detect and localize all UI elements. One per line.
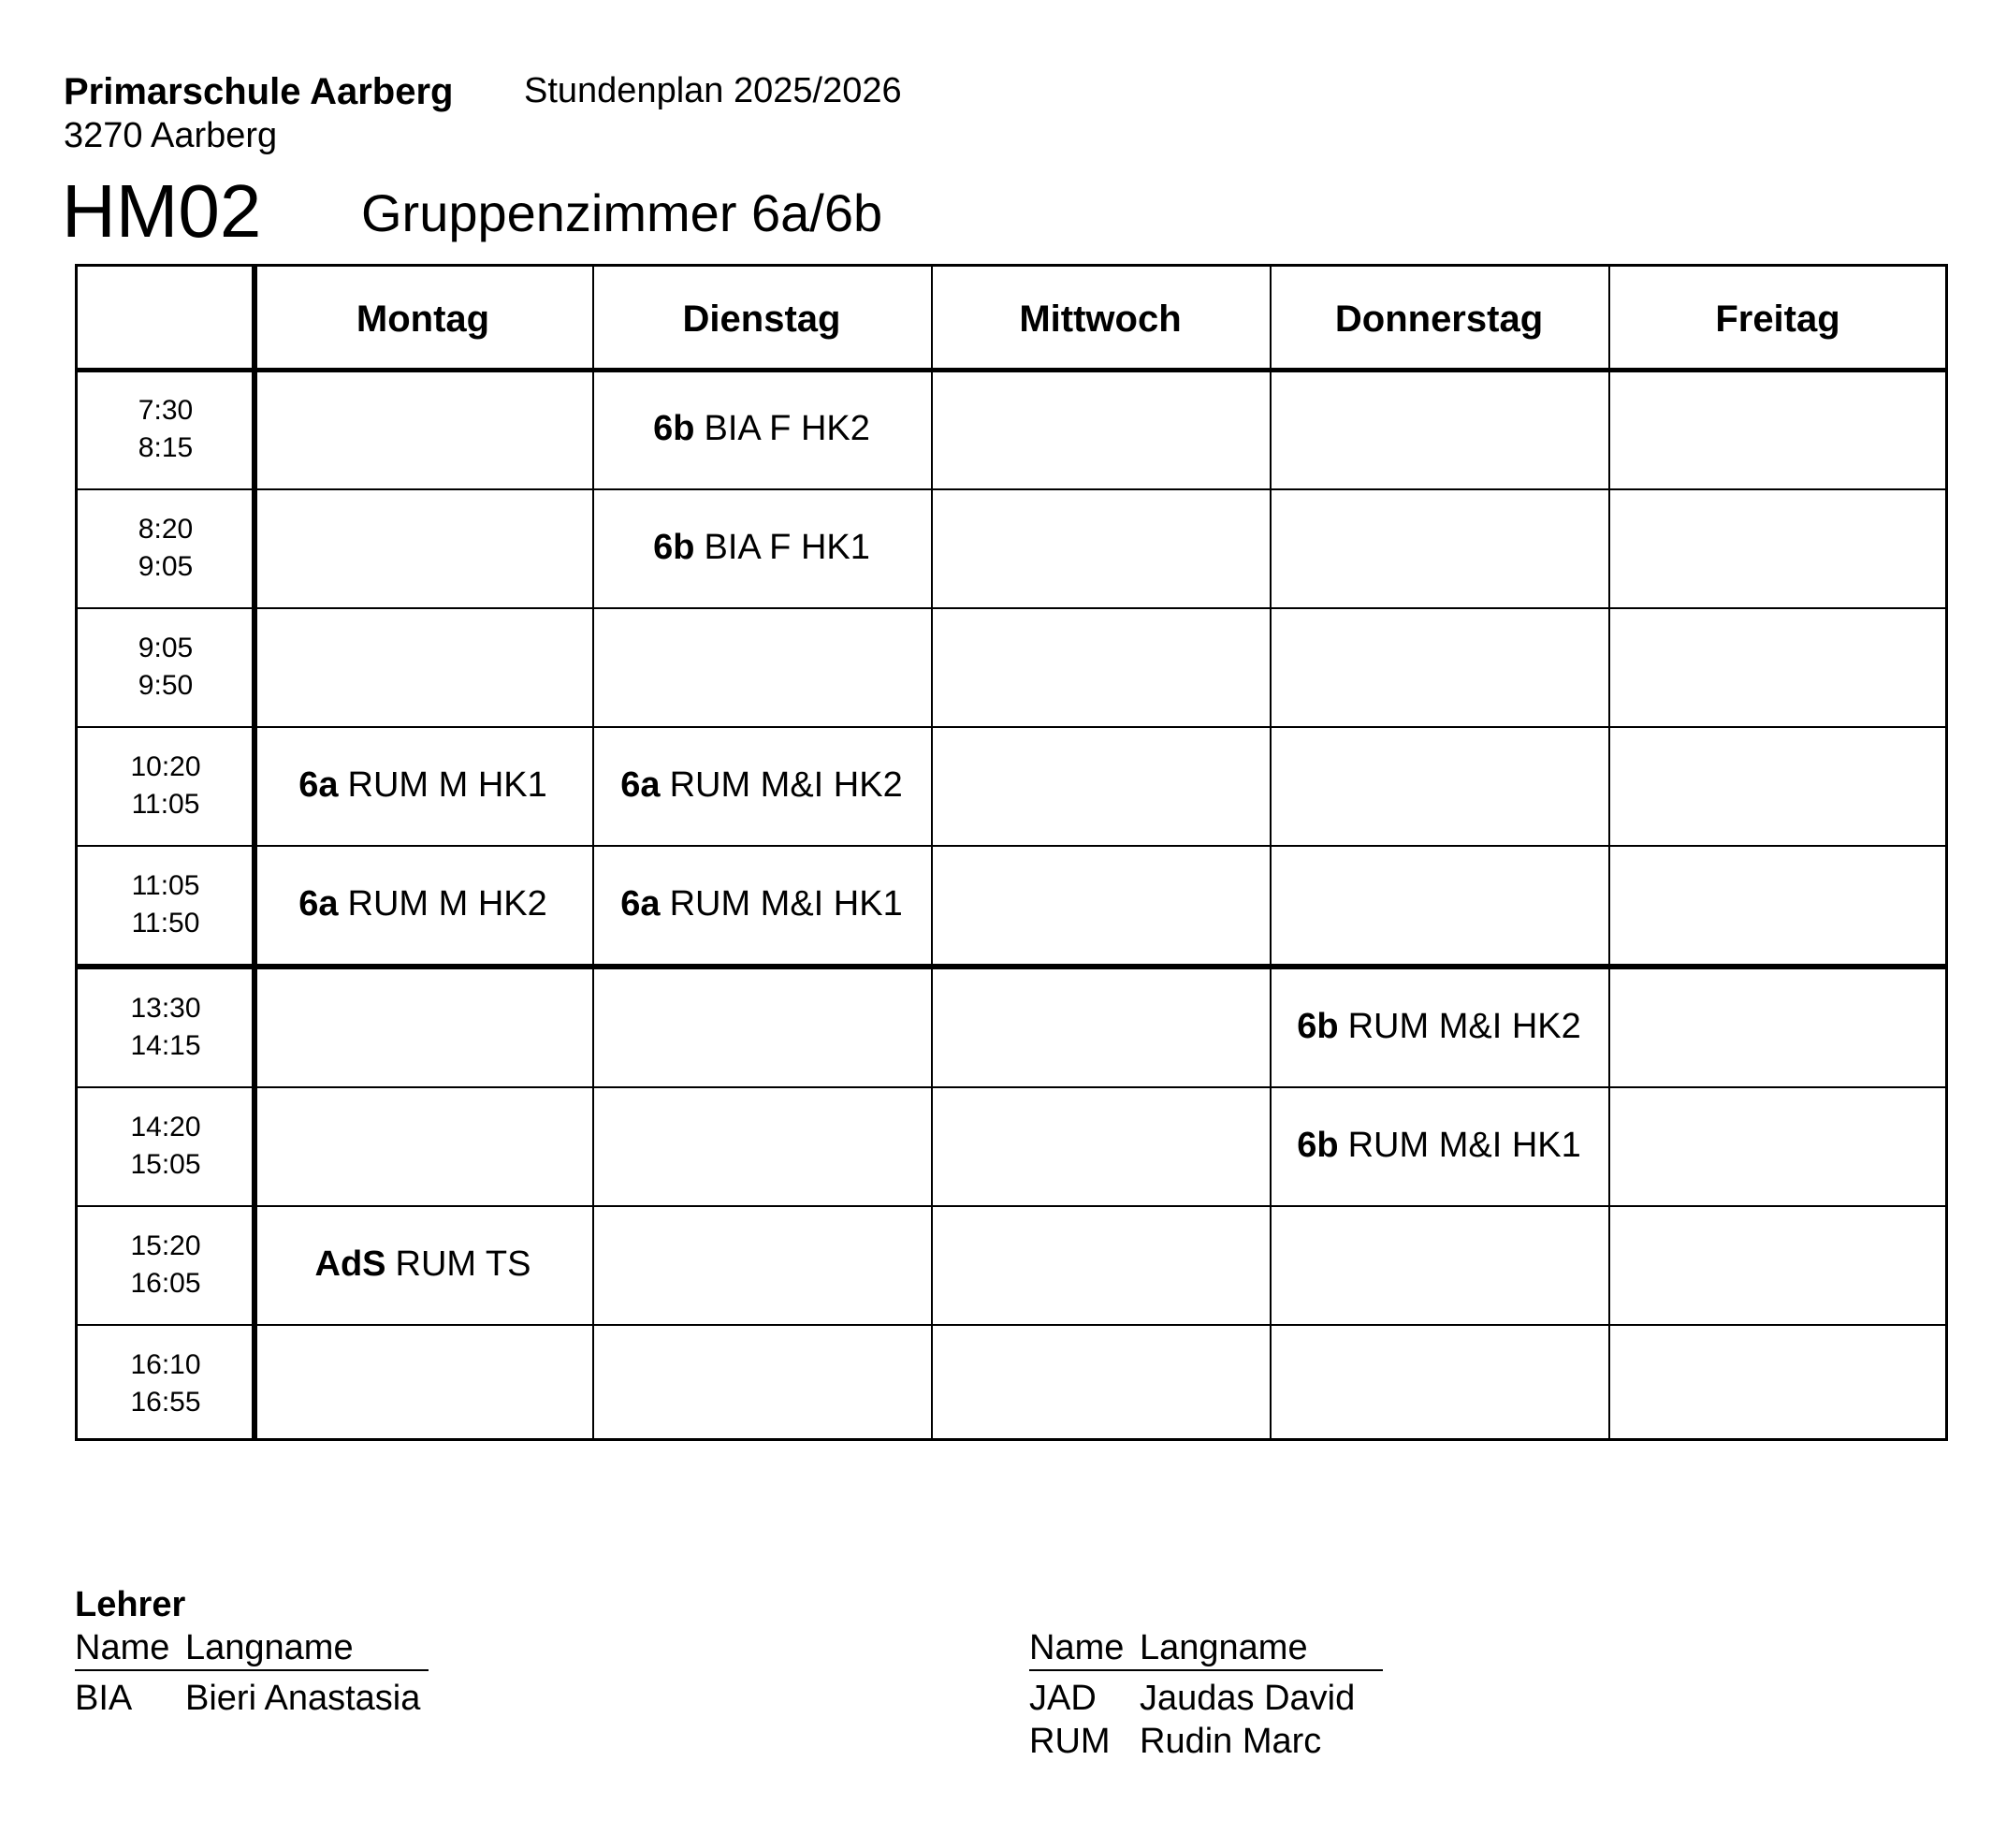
header-name: Name (75, 1628, 170, 1667)
lesson-cell (1270, 1088, 1608, 1203)
lesson-detail: RUM M HK1 (347, 765, 547, 805)
lesson-detail: RUM M&I HK1 (669, 884, 903, 924)
school-address: 3270 Aarberg (64, 116, 278, 155)
time-start: 15:20 (130, 1230, 201, 1261)
teacher-code: BIA (75, 1679, 133, 1718)
school-name: Primarschule Aarberg (64, 71, 454, 112)
time-end: 11:50 (131, 907, 200, 939)
grid-line-horizontal (78, 488, 1945, 490)
lesson-class: 6b (1297, 1126, 1339, 1165)
time-slot (78, 490, 254, 605)
lesson-class: 6b (1297, 1007, 1339, 1046)
time-slot (78, 1207, 254, 1322)
lesson-detail: RUM M&I HK2 (669, 765, 903, 805)
teacher-row (1029, 1679, 1422, 1720)
time-end: 15:05 (130, 1148, 201, 1180)
lesson-class: AdS (314, 1244, 386, 1284)
time-slot (78, 1088, 254, 1203)
lesson-cell (592, 490, 931, 605)
lesson-class: 6a (620, 884, 661, 924)
header-longname: Langname (185, 1628, 354, 1667)
time-slot (78, 847, 254, 962)
time-end: 16:05 (130, 1267, 201, 1299)
lesson-class: 6a (298, 765, 339, 805)
grid-line-horizontal (78, 607, 1945, 609)
lesson-cell (592, 728, 931, 843)
time-start: 9:05 (138, 632, 194, 663)
lesson-cell (592, 371, 931, 487)
teachers-title: Lehrer (75, 1585, 186, 1624)
time-slot (78, 1326, 254, 1441)
teacher-table-header (1029, 1628, 1383, 1671)
time-end: 11:05 (131, 788, 200, 820)
time-slot (78, 728, 254, 843)
plan-title: Stundenplan 2025/2026 (524, 71, 902, 110)
time-start: 8:20 (138, 513, 194, 545)
time-slot (78, 969, 254, 1084)
time-end: 8:15 (138, 431, 194, 463)
teacher-code: RUM (1029, 1722, 1111, 1761)
teacher-row (75, 1679, 468, 1720)
time-start: 13:30 (130, 992, 201, 1024)
lesson-detail: RUM M HK2 (347, 884, 547, 924)
day-header: Mittwoch (1019, 298, 1182, 340)
teacher-name: Bieri Anastasia (185, 1679, 421, 1718)
day-header: Montag (356, 298, 490, 340)
grid-line-vertical (1270, 267, 1272, 1438)
time-start: 11:05 (131, 869, 200, 901)
lesson-detail: RUM M&I HK2 (1347, 1007, 1581, 1046)
grid-line-horizontal (78, 1086, 1945, 1088)
day-header: Dienstag (682, 298, 841, 340)
lesson-class: 6b (653, 409, 695, 448)
time-end: 9:50 (138, 669, 194, 701)
teacher-name: Rudin Marc (1140, 1722, 1322, 1761)
time-end: 9:05 (138, 550, 194, 582)
lesson-class: 6a (298, 884, 339, 924)
header-name: Name (1029, 1628, 1125, 1667)
lesson-cell (254, 1207, 592, 1322)
time-start: 7:30 (138, 394, 194, 426)
teacher-name: Jaudas David (1140, 1679, 1356, 1718)
lesson-class: 6b (653, 528, 695, 567)
time-slot (78, 371, 254, 487)
teacher-code: JAD (1029, 1679, 1097, 1718)
timetable (75, 264, 1948, 1441)
time-end: 16:55 (130, 1386, 201, 1418)
lesson-cell (254, 728, 592, 843)
room-name: Gruppenzimmer 6a/6b (361, 183, 883, 242)
day-header: Donnerstag (1334, 298, 1544, 340)
lesson-detail: RUM M&I HK1 (1347, 1126, 1581, 1165)
time-start: 14:20 (130, 1111, 201, 1142)
lesson-class: 6a (620, 765, 661, 805)
teacher-table-header (75, 1628, 429, 1671)
time-start: 10:20 (130, 750, 201, 782)
grid-line-vertical (931, 267, 933, 1438)
day-header: Freitag (1715, 298, 1840, 340)
lesson-cell (592, 847, 931, 962)
lesson-detail: RUM TS (395, 1244, 531, 1284)
grid-line-vertical (1608, 267, 1610, 1438)
lesson-cell (254, 847, 592, 962)
time-slot (78, 609, 254, 724)
room-code: HM02 (62, 169, 262, 253)
lesson-detail: BIA F HK2 (704, 409, 870, 448)
lesson-cell (1270, 969, 1608, 1084)
teacher-row (1029, 1722, 1422, 1763)
lesson-detail: BIA F HK1 (704, 528, 870, 567)
grid-line-horizontal (78, 1324, 1945, 1326)
time-start: 16:10 (130, 1348, 201, 1380)
header-longname: Langname (1140, 1628, 1308, 1667)
time-end: 14:15 (130, 1029, 201, 1061)
grid-line-horizontal (78, 964, 1945, 969)
